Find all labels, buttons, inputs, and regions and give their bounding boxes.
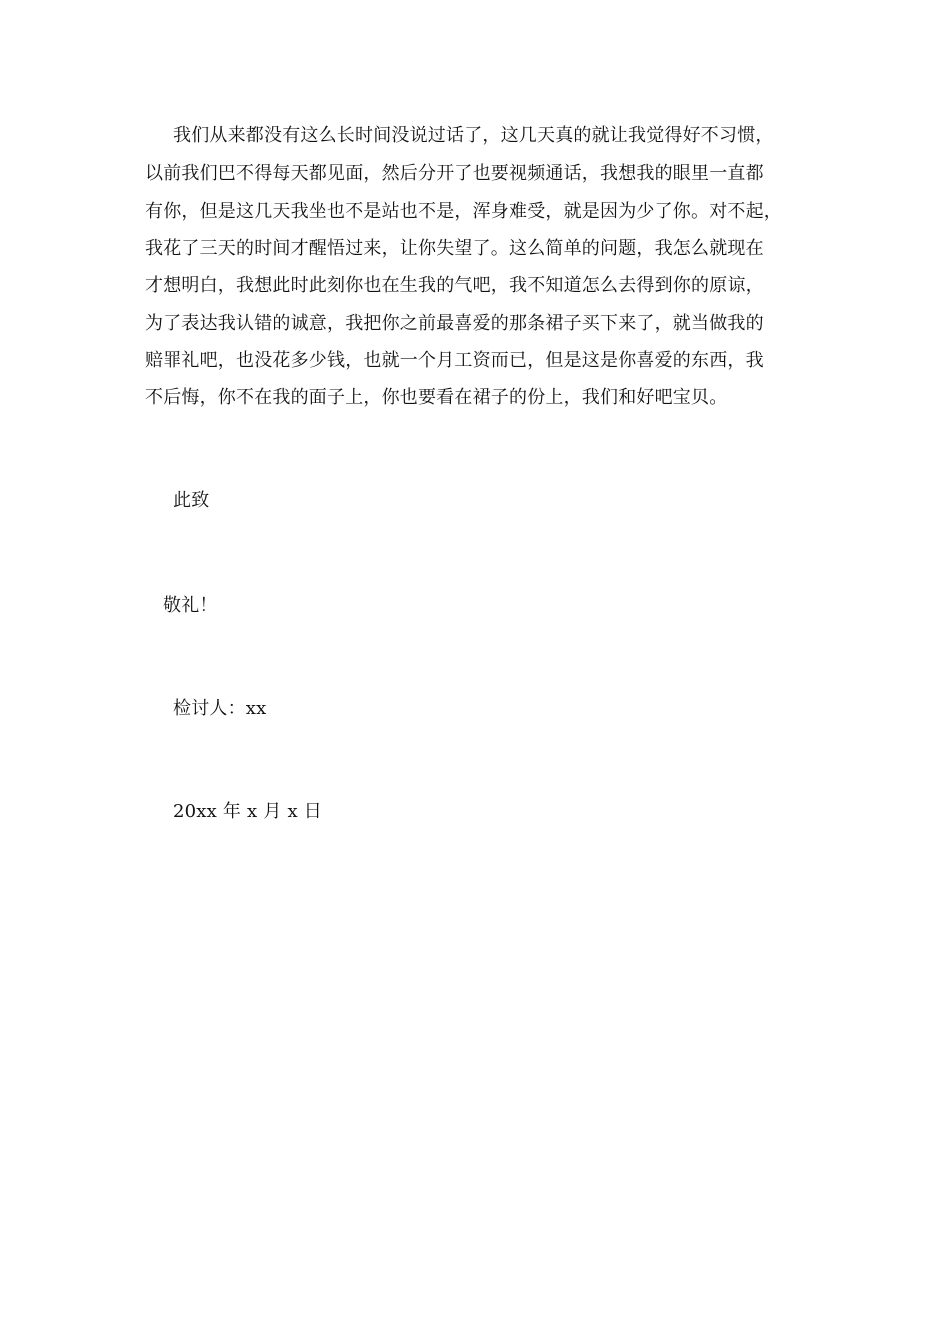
body-line-3: 有你，但是这几天我坐也不是站也不是，浑身难受，就是因为少了你。对不起， <box>145 201 782 222</box>
salutation-text: 敬礼！ <box>163 595 218 616</box>
body-line-2: 以前我们巴不得每天都见面，然后分开了也要视频通话，我想我的眼里一直都 <box>145 163 764 184</box>
body-line-7: 赔罪礼吧，也没花多少钱，也就一个月工资而已，但是这是你喜爱的东西，我 <box>145 350 764 371</box>
body-line-6: 为了表达我认错的诚意，我把你之前最喜爱的那条裙子买下来了，就当做我的 <box>145 313 764 334</box>
body-line-4: 我花了三天的时间才醒悟过来，让你失望了。这么简单的问题，我怎么就现在 <box>145 238 764 259</box>
signer-text: 检讨人：xx <box>173 698 267 719</box>
body-line-8: 不后悔，你不在我的面子上，你也要看在裙子的份上，我们和好吧宝贝。 <box>145 387 728 408</box>
closing-text: 此致 <box>173 490 210 511</box>
body-line-5: 才想明白，我想此时此刻你也在生我的气吧，我不知道怎么去得到你的原谅， <box>145 275 764 296</box>
date-text: 20xx 年 x 月 x 日 <box>173 801 322 822</box>
body-line-1: 我们从来都没有这么长时间没说过话了，这几天真的就让我觉得好不习惯， <box>173 125 774 146</box>
